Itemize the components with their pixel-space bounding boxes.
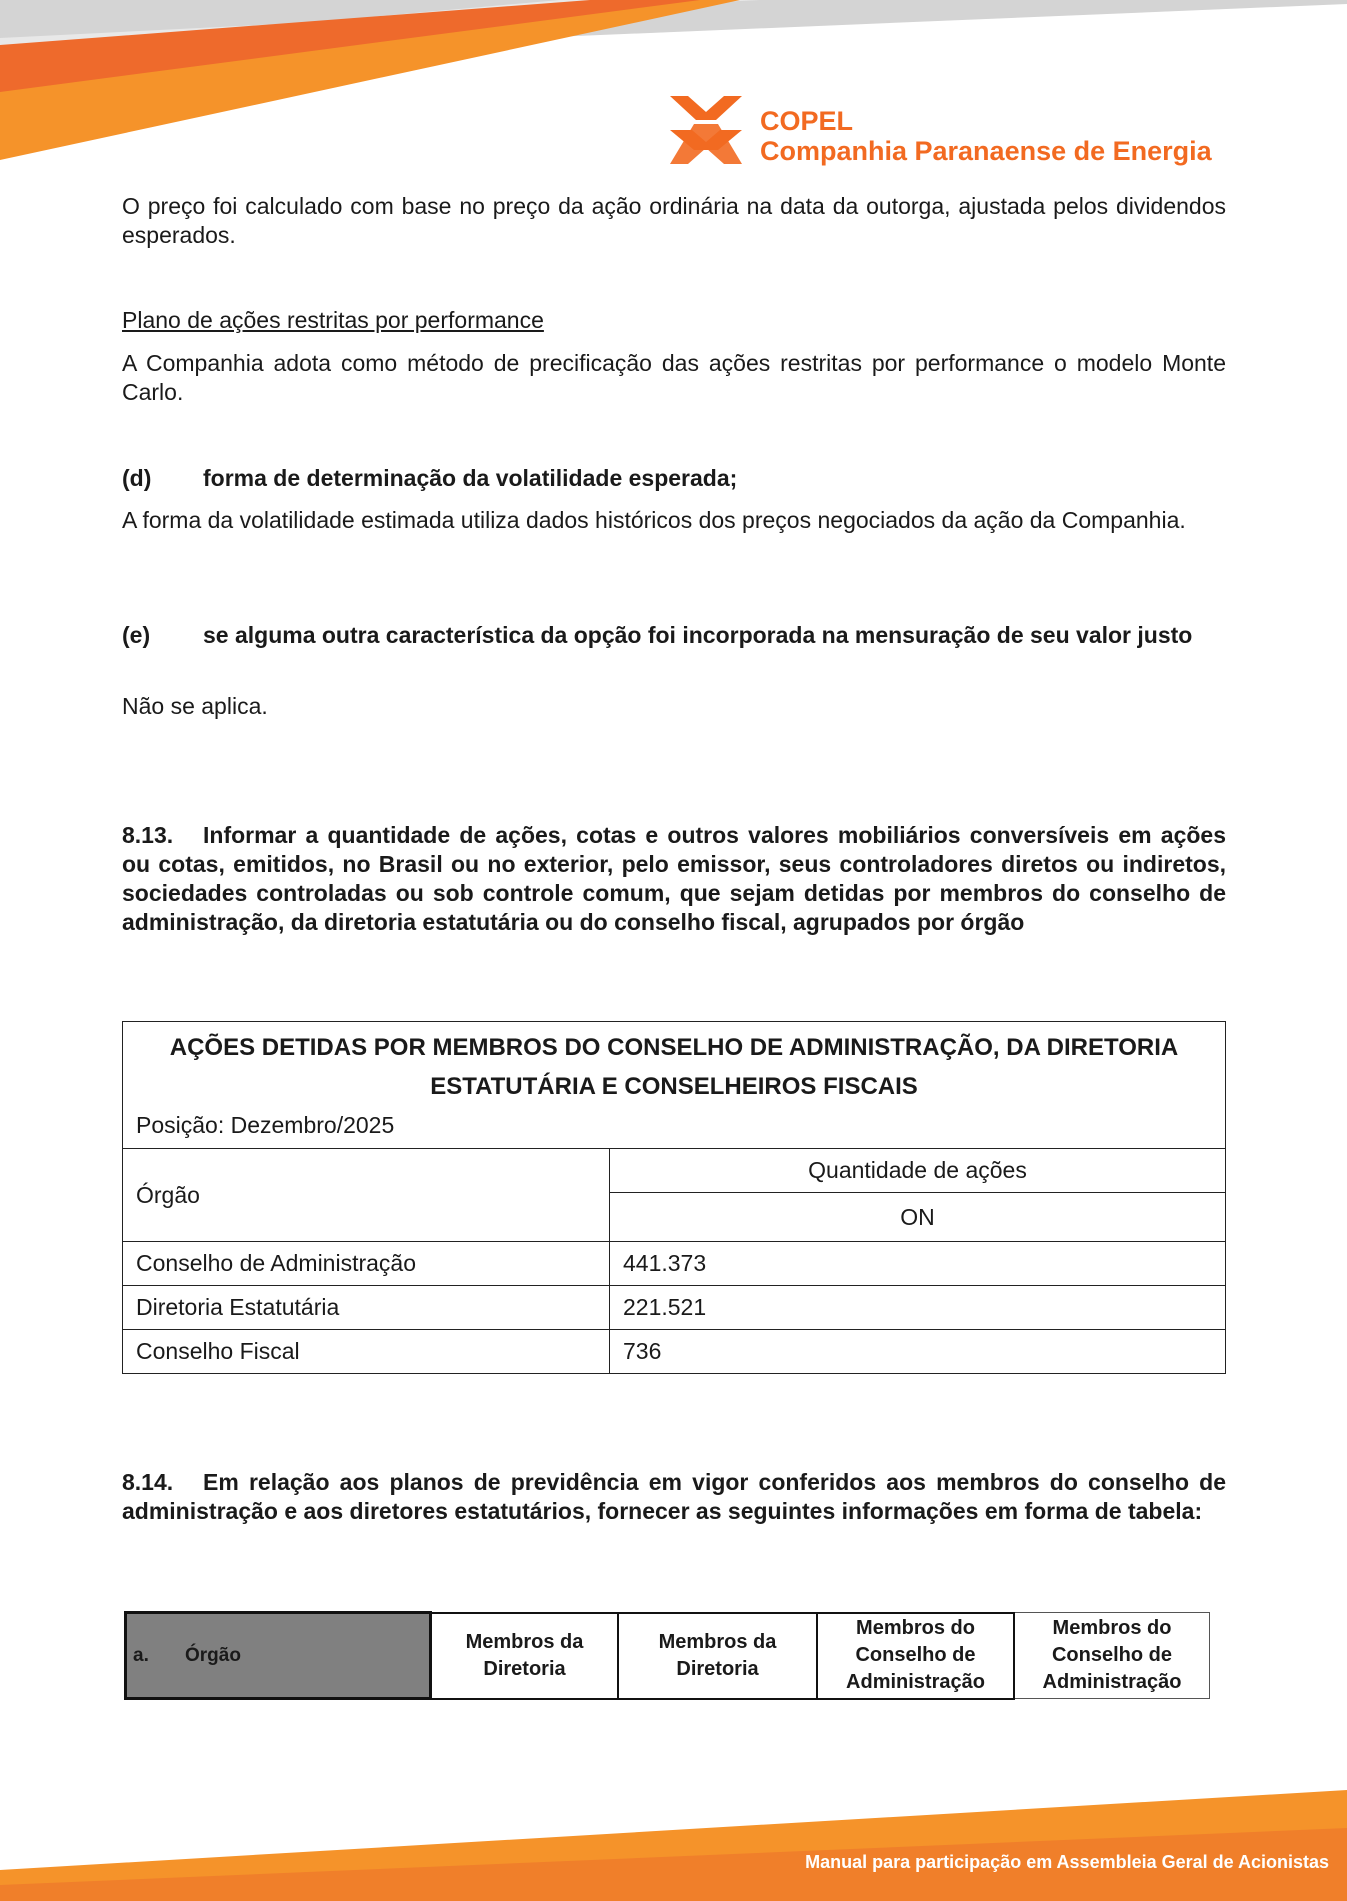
subheading-text: Plano de ações restritas por performance <box>122 307 544 333</box>
brand-line2: Companhia Paranaense de Energia <box>760 136 1212 166</box>
paragraph-na-text: Não se aplica. <box>122 693 268 719</box>
holdings-title-line2: ESTATUTÁRIA E CONSELHEIROS FISCAIS <box>430 1073 918 1100</box>
heading-d-title: forma de determinação da volatilidade esperada; <box>203 465 738 491</box>
row-on: 441.373 <box>610 1242 1226 1286</box>
paragraph-volatility <box>122 506 1226 535</box>
section-8-14-text: Em relação aos planos de previdência em vigor conferidos aos membros do conselho de administração e aos diretores estatutários, fornecer as seguintes informações em forma de tabela: <box>122 1469 1226 1524</box>
paragraph-price-text: O preço foi calculado com base no preço da ação ordinária na data da outorga, ajustada pelos dividendos esperados. <box>122 193 1226 248</box>
paragraph-montecarlo <box>122 349 1226 407</box>
heading-e-label: (e) <box>122 622 151 648</box>
table-row <box>123 1286 1226 1330</box>
pension-label-orgao: Órgão <box>185 1645 241 1666</box>
holdings-title <box>123 1022 1226 1107</box>
pension-orgao-cell <box>126 1613 431 1699</box>
paragraph-montecarlo-text: A Companhia adota como método de precificação das ações restritas por performance o modelo Monte Carlo. <box>122 350 1226 405</box>
footer-band <box>0 1790 1347 1901</box>
heading-d <box>122 464 1226 493</box>
row-on: 221.521 <box>610 1286 1226 1330</box>
subheading-performance <box>122 306 1226 335</box>
section-8-14-label: 8.14. <box>122 1469 174 1495</box>
pension-col-3 <box>817 1613 1014 1699</box>
section-8-13-text: Informar a quantidade de ações, cotas e outros valores mobiliários conversíveis em ações ou cotas, emitidos, no Brasil ou no exterior, pelo emissor, seus controladores diretos ou indiretos, sociedades controladas ou sob controle comum, que sejam detidas por membros do conselho de administração, da diretoria estatutária ou do conselho fiscal, agrupados por órgão <box>122 822 1226 935</box>
heading-d-label: (d) <box>122 465 152 491</box>
copel-logo-icon <box>668 94 744 166</box>
holdings-table <box>122 1021 1226 1374</box>
paragraph-volatility-text: A forma da volatilidade estimada utiliza dados históricos dos preços negociados da ação da Companhia. <box>122 507 1186 533</box>
brand-line1: COPEL <box>760 106 854 136</box>
section-8-14 <box>122 1468 1226 1526</box>
pension-col-1-l1: Membros da <box>465 1630 584 1653</box>
table-row <box>123 1242 1226 1286</box>
pension-col-4-l3: Administração <box>1042 1671 1182 1693</box>
row-orgao: Conselho de Administração <box>123 1242 610 1286</box>
pension-col-2 <box>618 1613 817 1699</box>
row-orgao: Diretoria Estatutária <box>123 1286 610 1330</box>
brand-name <box>760 106 1212 166</box>
header-orgao: Órgão <box>123 1149 610 1242</box>
row-orgao: Conselho Fiscal <box>123 1330 610 1374</box>
holdings-title-line1: AÇÕES DETIDAS POR MEMBROS DO CONSELHO DE ADMINISTRAÇÃO, DA DIRETORIA <box>169 1034 1179 1061</box>
pension-col-3-l3: Administração <box>846 1671 985 1693</box>
pension-col-1 <box>431 1613 619 1699</box>
row-on: 736 <box>610 1330 1226 1374</box>
pension-col-4 <box>1014 1613 1210 1699</box>
pension-col-3-l2: Conselho de <box>855 1644 976 1666</box>
pension-col-4-l1: Membros do <box>1052 1617 1172 1639</box>
pension-table <box>124 1611 1210 1700</box>
section-8-13 <box>122 821 1226 937</box>
pension-col-3-l1: Membros do <box>856 1617 975 1639</box>
heading-e-title: se alguma outra característica da opção foi incorporada na mensuração de seu valor justo <box>203 622 1193 648</box>
holdings-position: Posição: Dezembro/2025 <box>123 1106 1226 1149</box>
pension-col-4-l2: Conselho de <box>1051 1644 1172 1666</box>
footer-text: Manual para participação em Assembleia Geral de Acionistas <box>805 1852 1329 1872</box>
pension-col-1-l2: Diretoria <box>483 1657 566 1680</box>
paragraph-na <box>122 692 1226 721</box>
paragraph-price <box>122 192 1226 250</box>
pension-col-2-l2: Diretoria <box>676 1657 759 1680</box>
header-on: ON <box>610 1193 1226 1242</box>
section-8-13-label: 8.13. <box>122 822 174 848</box>
heading-e <box>122 621 1226 650</box>
pension-label-a: a. <box>133 1645 149 1666</box>
pension-col-2-l1: Membros da <box>658 1630 777 1653</box>
table-row <box>123 1330 1226 1374</box>
header-quantity: Quantidade de ações <box>610 1149 1226 1193</box>
